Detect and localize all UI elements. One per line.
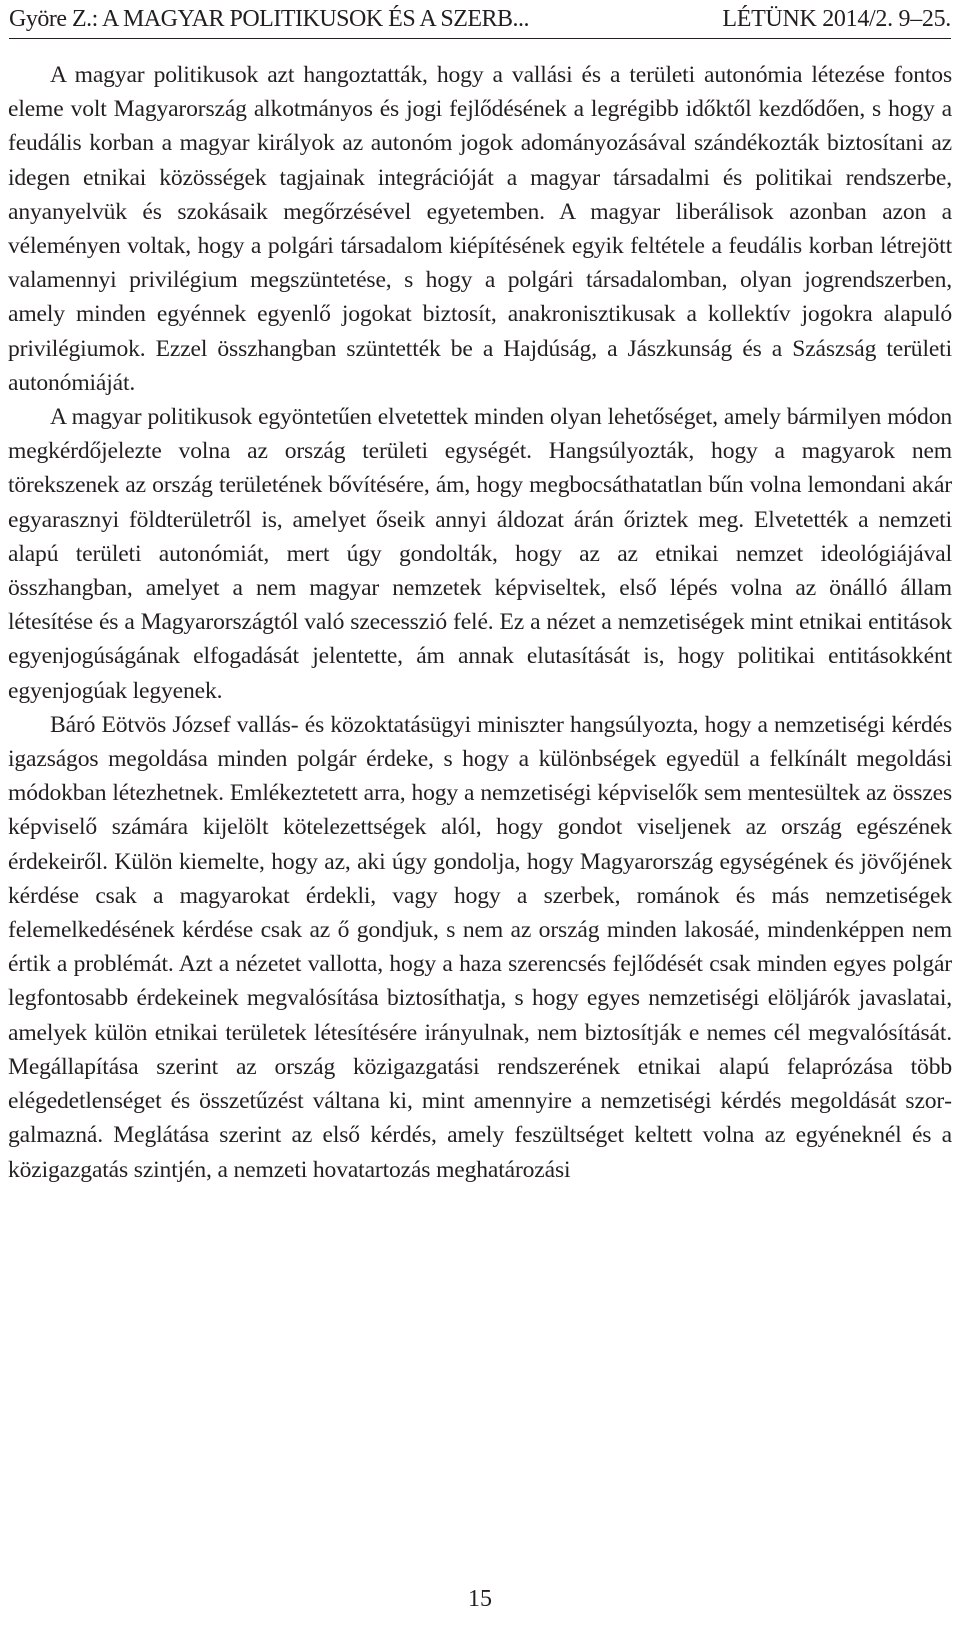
header-article-title: Györe Z.: A MAGYAR POLITIKUSOK ÉS A SZERB... [9, 6, 530, 32]
header-rule [9, 38, 951, 39]
header-journal-citation: LÉTÜNK 2014/2. 9–25. [722, 6, 951, 32]
page-number: 15 [468, 1586, 492, 1612]
paragraph: Báró Eötvös József vallás- és közoktatásügyi miniszter hangsúlyozta, hogy a nemzetiségi kérdés igazságos megoldása minden polgár érdeke, s hogy a különbségek egyedül a felkínált megoldási módokban létezhetnek. Emlékeztetett arra, hogy a nemzetiségi képviselők sem mentesültek az összes képviselő számára kijelölt kötelezettségek alól, hogy gondot viseljenek az ország egészének érdekeiről. Külön kiemelte, hogy az, aki úgy gondolja, hogy Magyarország egységének és jövőjének kérdése csak a magyarokat érdekli, vagy hogy a szerbek, románok és más nemzetiségek felemelkedésének kérdése csak az ő gondjuk, s nem az ország minden lakosáé, mindenképpen nem értik a problémát. Azt a nézetet vallotta, hogy a haza szerencsés fejlődését csak minden egyes polgár legfontosabb érdekeinek megvalósítása biztosíthatja, s hogy egyes nemzetiségi elöljárók javaslatai, amelyek külön etnikai területek létesítésére irányulnak, nem biztosítják e nemes cél megvalósítását. Megállapítása szerint az ország közigazgatási rendszerének etnikai alapú felaprózása több elégedetlenséget és összetűzést váltana ki, mint amennyire a nemzetiségi kérdés megoldását szorgalmazná. Meglátása szerint az első kérdés, amely feszültséget keltett volna az egyéneknél és a közigazgatás szintjén, a nemzeti hovatartozás meghatározási [8, 711, 952, 1183]
running-header [9, 4, 951, 34]
article-body [8, 58, 952, 1187]
paragraph: A magyar politikusok egyöntetűen elvetettek minden olyan lehetőséget, amely bármilyen módon megkérdőjelezte volna az ország területi egységét. Hangsúlyozták, hogy a magyarok nem törekszenek az ország területének bővítésére, ám, hogy megbocsáthatatlan bűn volna lemondani akár egyarasznyi földterületről is, amelyet őseik annyi áldozat árán őriztek meg. Elvetették a nemzeti alapú területi autonómiát, mert úgy gondolták, hogy az az etnikai nemzet ideológiájával összhangban, amelyet a nem magyar nemzetek képviseltek, első lépés volna az önálló állam létesítése és a Magyarországtól való szecesszió felé. Ez a nézet a nemzetiségek mint etnikai entitások egyenjogúságának elfogadását jelentette, ám annak elutasítását is, hogy politikai entitásokként egyenjogúak legyenek. [8, 404, 952, 704]
paragraph: A magyar politikusok azt hangoztatták, hogy a vallási és a területi autonómia létezése fontos eleme volt Magyarország alkotmányos és jogi fejlődésének a legrégibb időktől kezdődően, s hogy a feudális korban a magyar királyok az autonóm jogok adományozásával szándékozták biztosítani az idegen etnikai közösségek tagjainak integrációját a magyar társadalmi és politikai rendszerbe, anyanyelvük és szokásaik megőrzésével egyetemben. A magyar liberálisok azonban azon a véleményen voltak, hogy a polgári társadalom kiépítésének egyik feltétele a feudális korban létrejött valamennyi privilégium megszüntetése, s hogy a polgári társadalomban, olyan jogrendszerben, amely minden egyénnek egyenlő jogokat biztosít, anakronisztikusak a kollektív jogokra alapuló privilégiumok. Ezzel összhangban szüntették be a Hajdúság, a Jászkunság és a Szászság területi autonómiáját. [8, 62, 952, 396]
